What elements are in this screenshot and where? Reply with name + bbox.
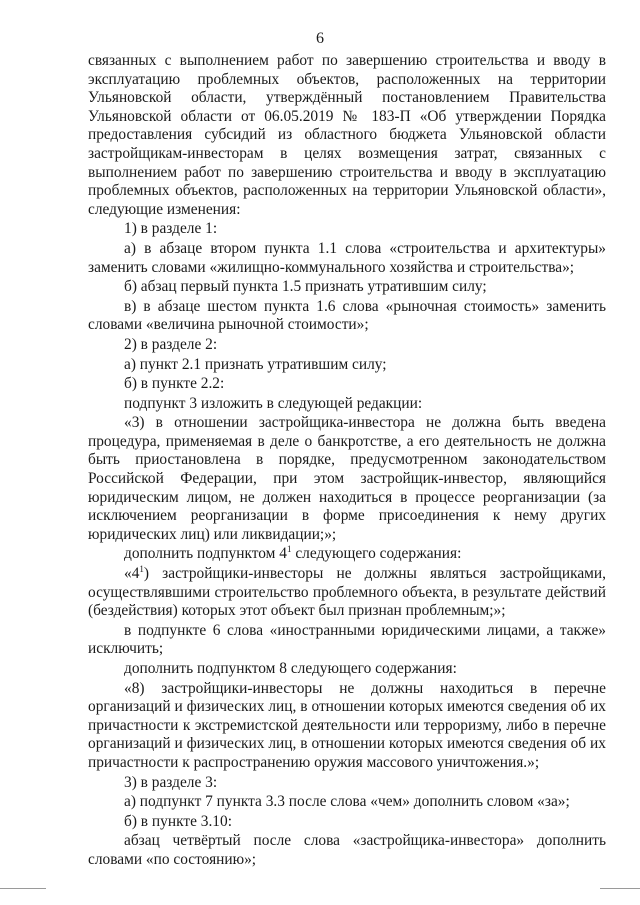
paragraph-subitem-4-1-text: [88, 565, 606, 621]
text-fragment: ) застройщики-инвесторы не должны являться застройщиками, осуществлявшими строительство проблемного объекта, в результате действий (бездействия) которых этот объект был признан проблемным;»;: [88, 565, 606, 620]
paragraph-intro: связанных с выполнением работ по завершению строительства и вводу в эксплуатацию проблемных объектов, расположенных на территории Ульяновской области, утверждённый постановлением Правительства Ульяновской области от 06.05.2019 № 183-П «Об утверждении Порядка предоставления субсидий из областного бюджета Ульяновской области застройщикам-инвесторам в целях возмещения затрат, связанных с выполнением работ по завершению строительства и вводу в эксплуатацию проблемных объектов, расположенных на территории Ульяновской области», следующие изменения:: [88, 52, 606, 218]
scan-edge-mark-right: [600, 888, 640, 889]
paragraph-section-3: 3) в разделе 3:: [124, 773, 218, 791]
text-fragment: «4: [124, 565, 140, 583]
page-number: 6: [316, 30, 324, 47]
paragraph-subitem-3-text: «3) в отношении застройщика-инвестора не должна быть введена процедура, применяемая в деле о банкротстве, а его деятельность не должна быть приостановлена в порядке, предусмотренном законодательством Российской Федерации, при этом застройщик-инвестор, являющийся юридическим лицом, не должен находиться в процессе реорганизации (за исключением реорганизации в форме присоединения к нему других юридических лиц) или ликвидации;»;: [88, 414, 606, 543]
paragraph-item-2a: а) пункт 2.1 признать утратившим силу;: [124, 355, 387, 373]
paragraph-item-2b: б) в пункте 2.2:: [124, 375, 225, 393]
paragraph-subitem-8-text: «8) застройщики-инвесторы не должны находиться в перечне организаций и физических лиц, в отношении которых имеются сведения об их причастности к экстремистской деятельности или терроризму, либо в перечне организаций и физических лиц, в отношении которых имеются сведения об их причастности к распространению оружия массового уничтожения.»;: [88, 679, 606, 771]
paragraph-item-1c: в) в абзаце шестом пункта 1.6 слова «рыночная стоимость» заменить словами «величина рыночной стоимости»;: [88, 297, 606, 334]
paragraph-item-1a: а) в абзаце втором пункта 1.1 слова «строительства и архитектуры» заменить словами «жилищно-коммунального хозяйства и строительства»;: [88, 239, 606, 276]
paragraph-subitem-6: в подпункте 6 слова «иностранными юридическими лицами, а также» исключить;: [88, 621, 606, 658]
paragraph-item-1b: б) абзац первый пункта 1.5 признать утратившим силу;: [124, 278, 487, 296]
text-fragment: дополнить подпунктом 4: [124, 545, 287, 563]
paragraph-item-3b-text: абзац четвёртый после слова «застройщика-инвестора» дополнить словами «по состоянию»;: [88, 832, 606, 868]
paragraph-subitem-8-intro: дополнить подпунктом 8 следующего содержания:: [124, 660, 457, 677]
paragraph-item-3a: а) подпункт 7 пункта 3.3 после слова «чем» дополнить словом «за»;: [124, 793, 570, 811]
paragraph-subitem-3-intro: подпункт 3 изложить в следующей редакции:: [124, 394, 423, 412]
paragraph-item-3b: б) в пункте 3.10:: [124, 812, 232, 830]
paragraph-section-2: 2) в разделе 2:: [124, 335, 218, 353]
paragraph-section-1: 1) в разделе 1:: [124, 220, 218, 238]
superscript: 1: [139, 564, 144, 575]
scan-edge-mark-left: [0, 888, 46, 889]
superscript: 1: [286, 544, 292, 555]
document-body: [88, 52, 606, 870]
text-fragment: следующего содержания:: [291, 545, 462, 563]
paragraph-subitem-4-1-intro: [88, 545, 606, 564]
